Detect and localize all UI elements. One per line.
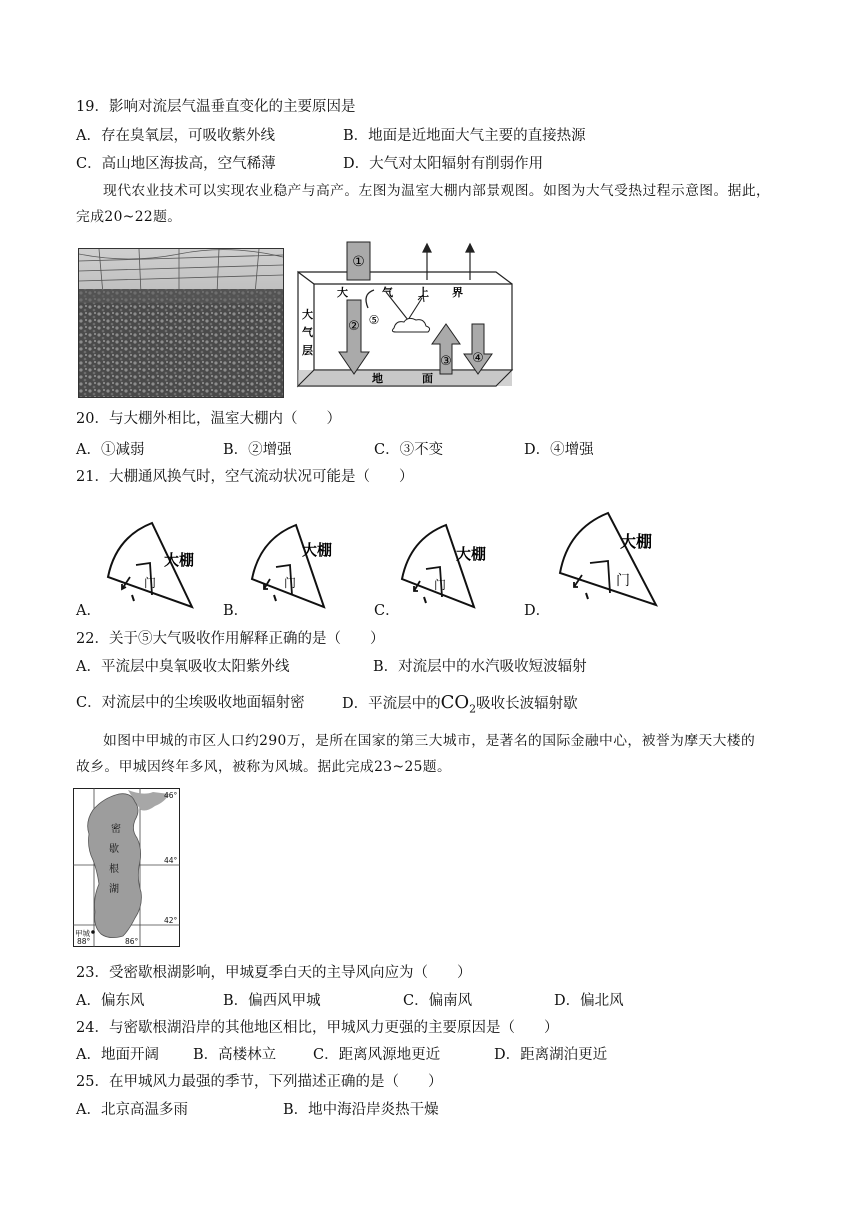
door-label-c: 门 bbox=[434, 578, 447, 592]
shed-sketch-c bbox=[398, 517, 508, 617]
q22-option-a[interactable]: A．平流层中臭氧吸收太阳紫外线 bbox=[76, 659, 290, 675]
q20-option-d[interactable]: D．④增强 bbox=[524, 442, 594, 458]
q23-stem: 23．受密歇根湖影响，甲城夏季白天的主导风向应为（ ） bbox=[76, 965, 472, 981]
q24-option-c[interactable]: C．距离风源地更近 bbox=[313, 1047, 441, 1063]
top-text-2: 气 bbox=[382, 286, 393, 299]
door-label-d: 门 bbox=[616, 573, 630, 589]
label-1: ① bbox=[352, 254, 365, 270]
q19-option-b[interactable]: B．地面是近地面大气主要的直接热源 bbox=[343, 128, 586, 144]
lake-name-2: 歇 bbox=[109, 844, 119, 855]
lake-name-4: 湖 bbox=[109, 884, 119, 895]
shed-sketch-d bbox=[554, 505, 684, 615]
lake-name-3: 根 bbox=[109, 864, 119, 875]
intro-20-22-line2: 完成20~22题。 bbox=[76, 209, 182, 225]
side-text-3: 层 bbox=[302, 344, 313, 357]
q25-option-a[interactable]: A．北京高温多雨 bbox=[76, 1102, 188, 1118]
q22-option-d-post: 吸收长波辐射歇 bbox=[476, 696, 578, 712]
q23-option-d[interactable]: D．偏北风 bbox=[554, 993, 624, 1009]
label-2: ② bbox=[348, 319, 360, 334]
q19-option-a[interactable]: A．存在臭氧层，可吸收紫外线 bbox=[76, 128, 275, 144]
top-text-3: 上 bbox=[418, 286, 429, 299]
q21-option-d[interactable]: D． bbox=[524, 603, 551, 619]
q22-option-b[interactable]: B．对流层中的水汽吸收短波辐射 bbox=[373, 659, 587, 675]
intro-23-25-line1: 如图中甲城的市区人口约290万，是所在国家的第三大城市，是著名的国际金融中心，被誉为摩天大楼的 bbox=[103, 733, 756, 749]
lat-42: 42° bbox=[164, 916, 178, 925]
side-text-2: 气 bbox=[302, 326, 313, 339]
door-label-b: 门 bbox=[284, 576, 297, 590]
q24-option-d[interactable]: D．距离湖泊更近 bbox=[494, 1047, 608, 1063]
q19-option-c[interactable]: C．高山地区海拔高，空气稀薄 bbox=[76, 156, 276, 172]
q22-option-d[interactable] bbox=[342, 694, 578, 719]
q25-stem: 25．在甲城风力最强的季节，下列描述正确的是（ ） bbox=[76, 1074, 443, 1090]
q19-option-d[interactable]: D．大气对太阳辐射有削弱作用 bbox=[343, 156, 544, 172]
q20-option-c[interactable]: C．③不变 bbox=[374, 442, 444, 458]
label-4: ④ bbox=[472, 351, 484, 366]
q21-stem: 21．大棚通风换气时，空气流动状况可能是（ ） bbox=[76, 469, 414, 485]
shed-sketch-b bbox=[248, 517, 358, 617]
lat-46: 46° bbox=[164, 791, 178, 800]
shed-label-b: 大棚 bbox=[302, 541, 333, 559]
top-text-1: 大 bbox=[337, 286, 348, 299]
q23-option-b[interactable]: B．偏西风甲城 bbox=[223, 993, 321, 1009]
side-text-1: 大 bbox=[302, 308, 313, 321]
city-label: 甲城 bbox=[75, 929, 90, 938]
q22-stem: 22．关于⑤大气吸收作用解释正确的是（ ） bbox=[76, 631, 385, 647]
lon-86: 86° bbox=[125, 937, 139, 946]
shed-label-d: 大棚 bbox=[620, 532, 653, 551]
lon-88: 88° bbox=[77, 937, 91, 946]
co2-formula bbox=[440, 692, 477, 716]
q24-option-b[interactable]: B．高楼林立 bbox=[193, 1047, 277, 1063]
shed-label-a: 大棚 bbox=[164, 551, 195, 569]
top-text-4: 界 bbox=[452, 286, 463, 299]
ground-text-1: 地 bbox=[372, 372, 383, 385]
city-marker bbox=[91, 930, 95, 934]
q25-option-b[interactable]: B．地中海沿岸炎热干燥 bbox=[283, 1102, 439, 1118]
door-label-a: 门 bbox=[144, 576, 157, 590]
q22-option-d-pre: D．平流层中的 bbox=[342, 696, 441, 712]
q21-option-b[interactable]: B． bbox=[223, 603, 249, 619]
q20-stem: 20．与大棚外相比，温室大棚内（ ） bbox=[76, 411, 341, 427]
q24-stem: 24．与密歇根湖沿岸的其他地区相比，甲城风力更强的主要原因是（ ） bbox=[76, 1020, 559, 1036]
intro-23-25-line2: 故乡。甲城因终年多风，被称为风城。据此完成23~25题。 bbox=[76, 759, 452, 775]
q23-option-a[interactable]: A．偏东风 bbox=[76, 993, 145, 1009]
label-3: ③ bbox=[440, 354, 452, 369]
co2-main: CO bbox=[440, 692, 470, 713]
atmosphere-heating-diagram bbox=[290, 240, 522, 404]
q21-option-a[interactable]: A． bbox=[76, 603, 101, 619]
shed-label-c: 大棚 bbox=[456, 545, 487, 563]
shed-sketch-a bbox=[104, 515, 214, 615]
q20-option-a[interactable]: A．①减弱 bbox=[76, 442, 145, 458]
ground-text-2: 面 bbox=[422, 372, 433, 385]
q24-option-a[interactable]: A．地面开阔 bbox=[76, 1047, 159, 1063]
q20-option-b[interactable]: B．②增强 bbox=[223, 442, 292, 458]
greenhouse-interior-photo bbox=[78, 248, 284, 398]
label-5: ⑤ bbox=[368, 313, 380, 327]
co2-subscript: 2 bbox=[469, 702, 477, 716]
lake-michigan-map bbox=[73, 788, 181, 948]
q22-option-c[interactable]: C．对流层中的尘埃吸收地面辐射密 bbox=[76, 695, 305, 711]
q21-option-c[interactable]: C． bbox=[374, 603, 400, 619]
q23-option-c[interactable]: C．偏南风 bbox=[403, 993, 473, 1009]
lat-44: 44° bbox=[164, 856, 178, 865]
q19-stem: 19．影响对流层气温垂直变化的主要原因是 bbox=[76, 99, 356, 115]
lake-name-1: 密 bbox=[111, 824, 121, 835]
intro-20-22-line1: 现代农业技术可以实现农业稳产与高产。左图为温室大棚内部景观图。如图为大气受热过程示意图。据此， bbox=[103, 183, 771, 199]
